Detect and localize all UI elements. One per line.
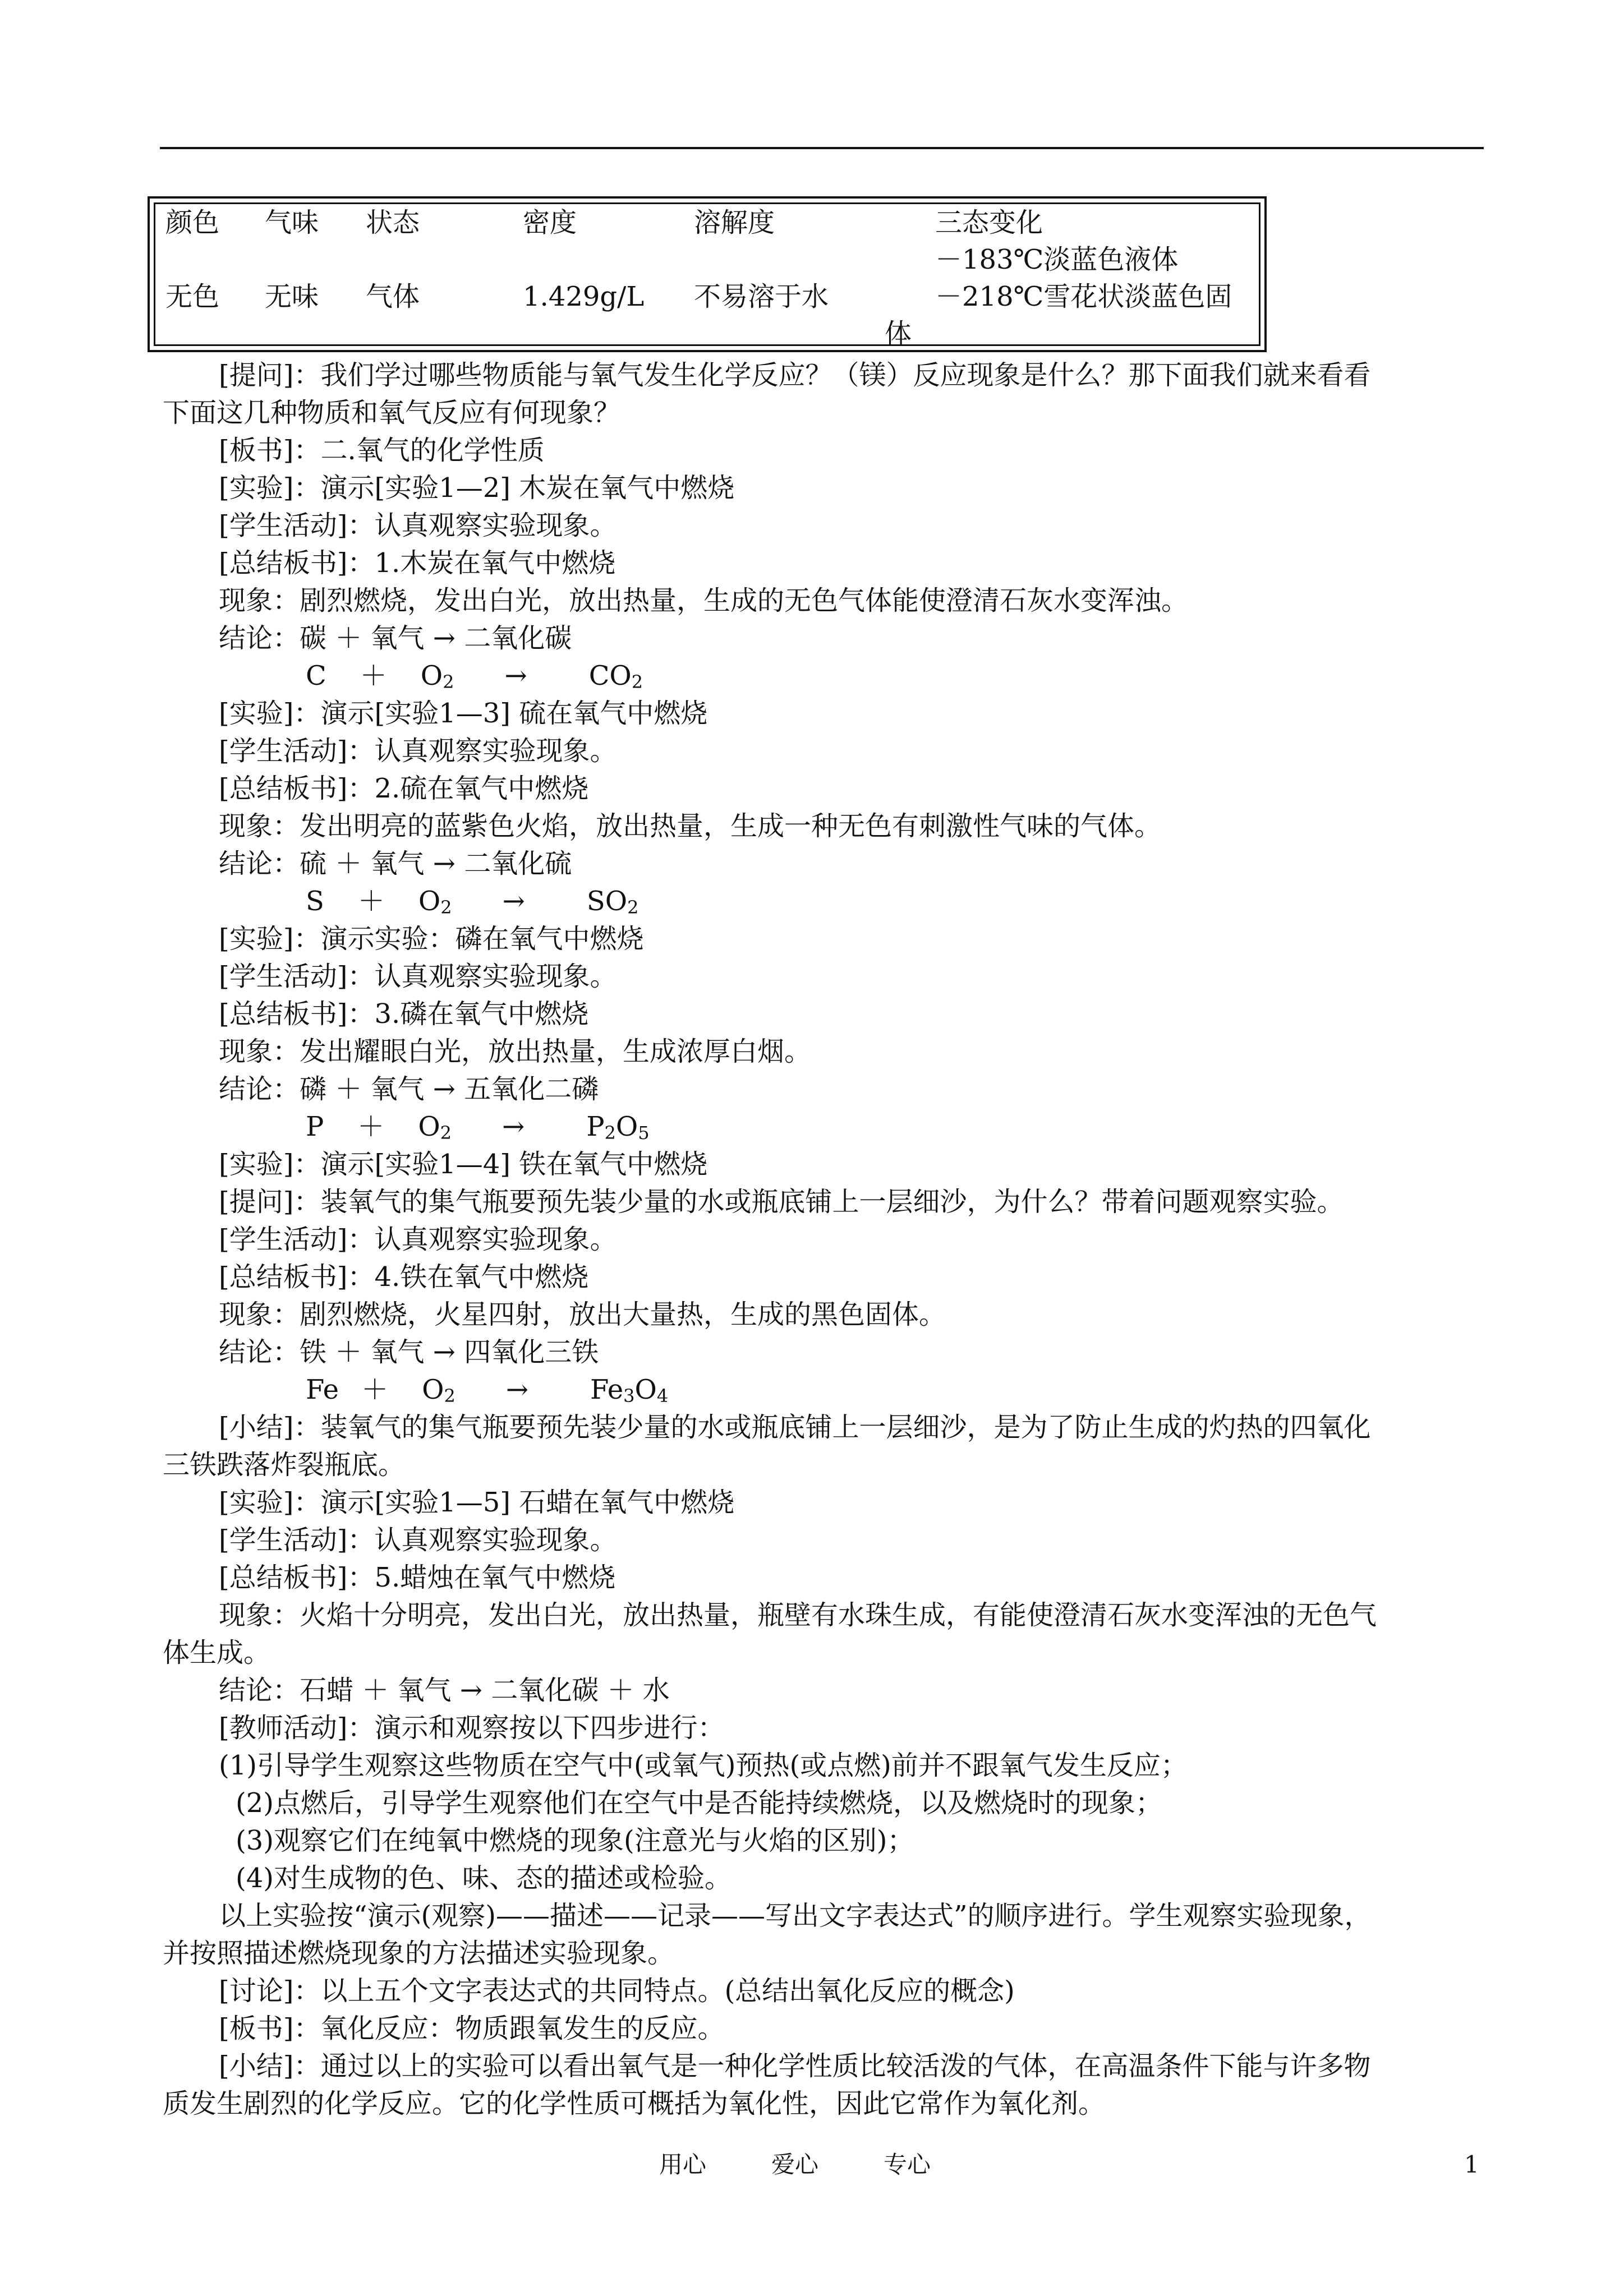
paragraph-line: [总结板书]：5.蜡烛在氧气中燃烧 xyxy=(219,1562,616,1593)
paragraph-line: 三铁跌落炸裂瓶底。 xyxy=(163,1449,406,1481)
paragraph-line: [讨论]：以上五个文字表达式的共同特点。(总结出氧化反应的概念) xyxy=(219,1975,1015,2007)
table-cell-solubility: 不易溶于水 xyxy=(694,281,829,312)
paragraph-line: [小结]：装氧气的集气瓶要预先装少量的水或瓶底铺上一层细沙，是为了防止生成的灼热的四氧化 xyxy=(219,1412,1371,1443)
paragraph-line: [板书]：氧化反应：物质跟氧发生的反应。 xyxy=(219,2013,725,2044)
paragraph-line: 现象：火焰十分明亮，发出白光，放出热量，瓶壁有水珠生成，有能使澄清石灰水变浑浊的无色气 xyxy=(219,1599,1377,1631)
header-rule xyxy=(160,147,1484,149)
paragraph-line: [实验]：演示实验：磷在氧气中燃烧 xyxy=(219,923,644,955)
paragraph-line: [板书]：二.氧气的化学性质 xyxy=(219,435,545,466)
table-header-density: 密度 xyxy=(523,207,577,238)
paragraph-line: 结论：硫 ＋ 氧气 → 二氧化硫 xyxy=(219,848,572,879)
paragraph-line: [总结板书]：3.磷在氧气中燃烧 xyxy=(219,998,589,1030)
paragraph-line: [学生活动]：认真观察实验现象。 xyxy=(219,735,617,767)
paragraph-line: [实验]：演示[实验1—3] 硫在氧气中燃烧 xyxy=(219,698,708,729)
formula-sulfur: $S + O_2 \to SO_2$ xyxy=(306,886,639,918)
paragraph-line: [学生活动]：认真观察实验现象。 xyxy=(219,1224,617,1255)
paragraph-line: [小结]：通过以上的实验可以看出氧气是一种化学性质比较活泼的气体，在高温条件下能与许多物 xyxy=(219,2050,1371,2082)
table-header-solubility: 溶解度 xyxy=(694,207,775,238)
paragraph-line: 以上实验按“演示(观察)——描述——记录——写出文字表达式”的顺序进行。学生观察实验现象， xyxy=(219,1900,1372,1931)
paragraph-line: [总结板书]：2.硫在氧气中燃烧 xyxy=(219,773,589,804)
paragraph-line: [教师活动]：演示和观察按以下四步进行： xyxy=(219,1712,725,1744)
formula-carbon: $C + O_2 \to CO_2$ xyxy=(306,660,643,693)
table-cell-color: 无色 xyxy=(165,281,220,312)
paragraph-line: [总结板书]：1.木炭在氧气中燃烧 xyxy=(219,547,616,579)
paragraph-line: 结论：石蜡 ＋ 氧气 → 二氧化碳 ＋ 水 xyxy=(219,1675,670,1706)
page-number: 1 xyxy=(1464,2151,1479,2178)
table-cell-density: 1.429g/L xyxy=(523,281,645,312)
paragraph-line: (3)观察它们在纯氧中燃烧的现象(注意光与火焰的区别)； xyxy=(236,1825,914,1856)
footer-motto-2: 爱心 xyxy=(771,2151,819,2178)
paragraph-line: (4)对生成物的色、味、态的描述或检验。 xyxy=(236,1862,732,1894)
paragraph-line: [实验]：演示[实验1—2] 木炭在氧气中燃烧 xyxy=(219,472,735,504)
table-header-state: 状态 xyxy=(366,207,420,238)
paragraph-line: (1)引导学生观察这些物质在空气中(或氧气)预热(或点燃)前并不跟氧气发生反应； xyxy=(219,1750,1188,1781)
paragraph-line: (2)点燃后，引导学生观察他们在空气中是否能持续燃烧，以及燃烧时的现象； xyxy=(236,1787,1162,1819)
paragraph-line: 现象：发出耀眼白光，放出热量，生成浓厚白烟。 xyxy=(219,1036,812,1067)
paragraph-line: [学生活动]：认真观察实验现象。 xyxy=(219,961,617,992)
paragraph-line: 结论：碳 ＋ 氧气 → 二氧化碳 xyxy=(219,623,572,654)
table-phase-line1: －183℃淡蓝色液体 xyxy=(935,244,1179,275)
paragraph-line: [实验]：演示[实验1—4] 铁在氧气中燃烧 xyxy=(219,1149,708,1180)
footer-motto-1: 用心 xyxy=(659,2151,707,2178)
paragraph-line: [学生活动]：认真观察实验现象。 xyxy=(219,510,617,541)
properties-table xyxy=(148,196,1267,352)
paragraph-line: 结论：磷 ＋ 氧气 → 五氧化二磷 xyxy=(219,1073,599,1105)
paragraph-line: 现象：剧烈燃烧，发出白光，放出热量，生成的无色气体能使澄清石灰水变浑浊。 xyxy=(219,585,1189,616)
paragraph-line: 现象：剧烈燃烧，火星四射，放出大量热，生成的黑色固体。 xyxy=(219,1299,946,1330)
paragraph-line: 现象：发出明亮的蓝紫色火焰，放出热量，生成一种无色有刺激性气味的气体。 xyxy=(219,810,1162,842)
table-phase-line3: 体 xyxy=(885,318,912,349)
formula-phosphorus: $P + O_2 \to P_2O_5$ xyxy=(306,1111,650,1144)
table-header-smell: 气味 xyxy=(265,207,319,238)
table-cell-state: 气体 xyxy=(366,281,420,312)
paragraph-line: 体生成。 xyxy=(163,1637,271,1668)
paragraph-line: 下面这几种物质和氧气反应有何现象？ xyxy=(163,397,621,428)
paragraph-line: 质发生剧烈的化学反应。它的化学性质可概括为氧化性，因此它常作为氧化剂。 xyxy=(163,2088,1106,2119)
formula-iron: $Fe + O_2 \to Fe_3O_4$ xyxy=(306,1374,669,1407)
paragraph-line: [提问]：我们学过哪些物质能与氧气发生化学反应？（镁）反应现象是什么？那下面我们就来看看 xyxy=(219,359,1371,391)
paragraph-line: [学生活动]：认真观察实验现象。 xyxy=(219,1524,617,1556)
table-phase-line2: －218℃雪花状淡蓝色固 xyxy=(935,281,1232,312)
table-cell-smell: 无味 xyxy=(265,281,319,312)
footer-motto-3: 专心 xyxy=(884,2151,931,2178)
paragraph-line: 结论：铁 ＋ 氧气 → 四氧化三铁 xyxy=(219,1336,599,1368)
paragraph-line: [总结板书]：4.铁在氧气中燃烧 xyxy=(219,1261,589,1293)
paragraph-line: [实验]：演示[实验1—5] 石蜡在氧气中燃烧 xyxy=(219,1487,735,1518)
table-header-color: 颜色 xyxy=(165,207,220,238)
paragraph-line: [提问]：装氧气的集气瓶要预先装少量的水或瓶底铺上一层细沙，为什么？带着问题观察实验。 xyxy=(219,1186,1344,1218)
table-header-phase: 三态变化 xyxy=(935,207,1043,238)
paragraph-line: 并按照描述燃烧现象的方法描述实验现象。 xyxy=(163,1938,675,1969)
